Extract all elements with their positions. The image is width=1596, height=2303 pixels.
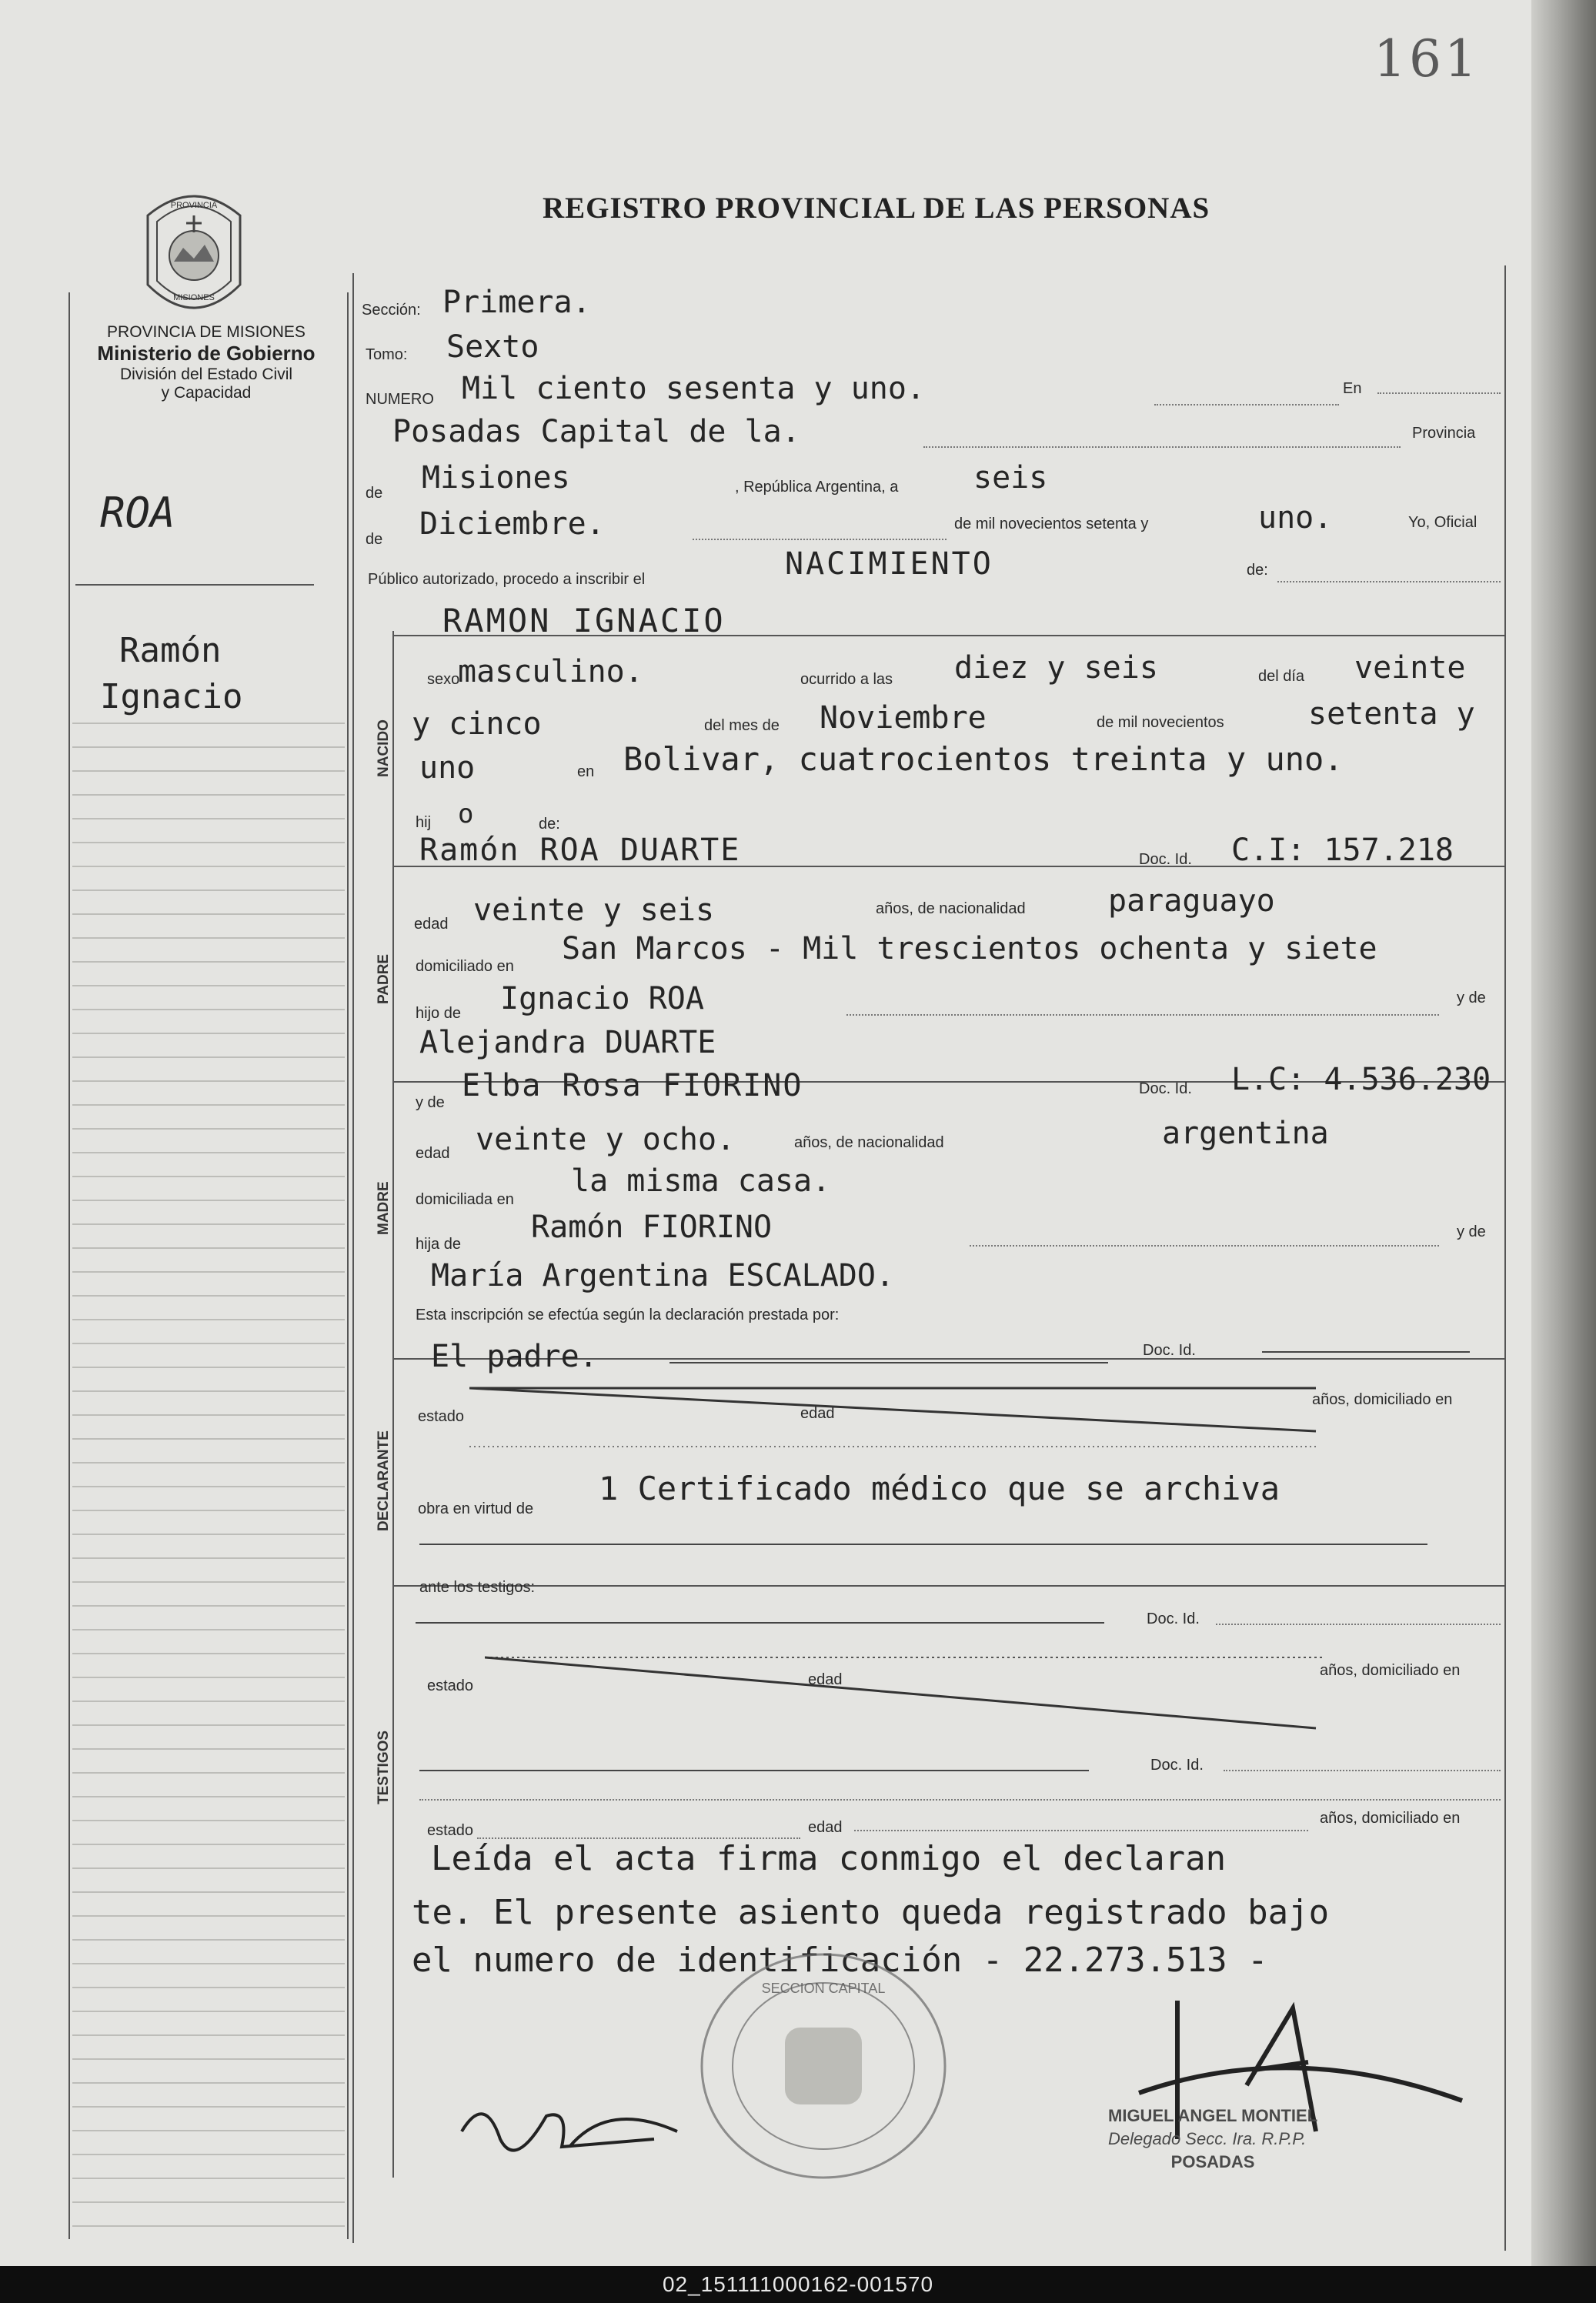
- entry-acto: NACIMIENTO: [785, 546, 993, 582]
- declarante-obra: 1 Certificado médico que se archiva: [599, 1470, 1280, 1507]
- entry-dia-acta: seis: [973, 460, 1048, 496]
- ministry-name: Ministerio de Gobierno: [97, 342, 316, 365]
- label-madre: MADRE: [376, 1181, 392, 1235]
- madre-nacionalidad-label: años, de nacionalidad: [794, 1134, 944, 1151]
- label-yo-oficial: Yo, Oficial: [1408, 514, 1477, 531]
- footer-id: 02_151111000162-001570: [662, 2272, 934, 2296]
- margin-given-name-2: Ignacio: [100, 677, 243, 716]
- nota-line-2: te. El presente asiento queda registrado bajo: [412, 1893, 1330, 1932]
- dotted-line: [846, 1014, 1439, 1016]
- madre-domicilio-label: domiciliada en: [416, 1191, 514, 1208]
- madre-edad-label: edad: [416, 1145, 450, 1162]
- label-sexo: sexo: [427, 671, 460, 688]
- madre-edad: veinte y ocho.: [476, 1122, 736, 1157]
- declarante-bottom-rule: [392, 1585, 1504, 1587]
- label-hij: hij: [416, 814, 432, 831]
- label-en-2: en: [577, 763, 595, 780]
- label-republica: , República Argentina, a: [735, 479, 899, 496]
- dotted-line: [419, 1799, 1501, 1801]
- entry-lugar: Bolivar, cuatrocientos treinta y uno.: [623, 740, 1344, 778]
- entry-hij-o: o: [458, 799, 474, 829]
- seal-top-text: PROVINCIA: [170, 201, 218, 210]
- oficial-name: MIGUEL ANGEL MONTIEL: [1108, 2106, 1318, 2125]
- padre-edad-label: edad: [414, 916, 449, 933]
- padre-doc-label: Doc. Id.: [1139, 851, 1192, 868]
- section-label-rule: [392, 631, 394, 2178]
- oficial-stamp: [1108, 2104, 1317, 2174]
- label-padre: PADRE: [376, 953, 392, 1004]
- dotted-line: [923, 446, 1401, 448]
- entry-tomo: Sexto: [446, 329, 539, 365]
- dotted-line: [970, 1245, 1439, 1247]
- margin-ruling: [68, 292, 349, 2239]
- entry-dia-nac: veinte: [1354, 650, 1466, 686]
- label-de-colon: de:: [1247, 562, 1268, 579]
- label-declarante: DECLARANTE: [376, 1430, 392, 1531]
- declarante-anos-label: años, domiciliado en: [1312, 1391, 1453, 1408]
- declarante-edad-label: edad: [800, 1405, 835, 1422]
- page-title: REGISTRO PROVINCIAL DE LAS PERSONAS: [543, 192, 1210, 225]
- seal-bottom-text: MISIONES: [173, 293, 215, 302]
- label-de-padres: de:: [539, 816, 560, 833]
- label-del-mes: del mes de: [704, 717, 780, 734]
- testigo2-anos-label: años, domiciliado en: [1320, 1810, 1461, 1827]
- label-numero: NUMERO: [366, 391, 434, 408]
- division-name: División del Estado Civil: [119, 365, 293, 383]
- dotted-line: [1154, 404, 1339, 406]
- entry-numero: Mil ciento sesenta y uno.: [462, 371, 926, 406]
- form-right-rule: [1504, 265, 1506, 2251]
- entry-dia-nac-2: y cinco: [412, 706, 542, 742]
- division-name-2: y Capacidad: [161, 384, 252, 402]
- madre-hija-de-label: hija de: [416, 1236, 461, 1253]
- label-tomo: Tomo:: [366, 346, 408, 363]
- testigo2-edad-label: edad: [808, 1819, 843, 1836]
- entry-anio-nac: setenta y: [1308, 696, 1475, 732]
- testigo1-strike-line: [485, 1654, 1324, 1747]
- label-de-mil: de mil novecientos setenta y: [954, 516, 1149, 532]
- rule-line: [669, 1362, 1108, 1363]
- margin-given-name-1: Ramón: [119, 631, 222, 670]
- nota-line-1: Leída el acta firma conmigo el declaran: [431, 1839, 1227, 1878]
- rule-line: [1262, 1351, 1470, 1353]
- entry-mes-acta: Diciembre.: [419, 506, 605, 542]
- entry-provincia: Misiones: [422, 460, 570, 496]
- label-ocurrido: ocurrido a las: [800, 671, 893, 688]
- declarante-doc-label: Doc. Id.: [1143, 1342, 1196, 1359]
- rule-line: [419, 1770, 1089, 1771]
- padre-domicilio-label: domiciliado en: [416, 958, 514, 975]
- declarante-estado-label: estado: [418, 1408, 465, 1425]
- padre-edad: veinte y seis: [473, 893, 715, 928]
- label-obra: obra en virtud de: [418, 1500, 534, 1517]
- madre-y-de-label-2: y de: [1457, 1223, 1486, 1240]
- padre-y-de-label: y de: [1457, 990, 1486, 1006]
- testigo1-doc-label: Doc. Id.: [1147, 1610, 1200, 1627]
- label-ante-testigos: ante los testigos:: [419, 1579, 536, 1596]
- dotted-line: [693, 539, 947, 540]
- entry-mes-nac: Noviembre: [820, 700, 987, 736]
- province-name: PROVINCIA DE MISIONES: [107, 323, 306, 341]
- label-en: En: [1343, 380, 1362, 397]
- padre-nacionalidad-label: años, de nacionalidad: [876, 900, 1026, 917]
- madre-doc-label: Doc. Id.: [1139, 1080, 1192, 1097]
- dotted-line: [1216, 1624, 1501, 1625]
- margin-surname: ROA: [100, 489, 175, 537]
- label-testigos: TESTIGOS: [376, 1730, 392, 1804]
- madre-domicilio: la misma casa.: [571, 1163, 831, 1199]
- stamp-center-text: SECCION CAPITAL: [761, 1981, 886, 1996]
- madre-nacionalidad: argentina: [1162, 1116, 1329, 1151]
- declarante-nombre: El padre.: [431, 1339, 598, 1374]
- dotted-line: [1377, 392, 1501, 394]
- oficial-city: POSADAS: [1170, 2152, 1255, 2171]
- declarante-strike-line: [469, 1385, 1324, 1454]
- label-nacido: NACIDO: [376, 719, 392, 777]
- rule-line: [419, 1544, 1427, 1545]
- madre-doc: L.C: 4.536.230: [1231, 1062, 1491, 1097]
- nota-line-3: el numero de identificación - 22.273.513 -: [412, 1941, 1268, 1980]
- label-publico: Público autorizado, procedo a inscribir el: [368, 571, 646, 588]
- binder-edge: [1531, 0, 1596, 2266]
- label-provincia: Provincia: [1412, 425, 1476, 442]
- padre-madre-de: Alejandra DUARTE: [419, 1025, 716, 1060]
- label-de-2: de: [366, 531, 383, 548]
- testigo1-edad-label: edad: [808, 1671, 843, 1688]
- footer-bar: [0, 2266, 1596, 2303]
- rule-line: [416, 1622, 1104, 1624]
- folio-number: 161: [1374, 29, 1480, 88]
- padre-hijo-de: Ignacio ROA: [500, 981, 704, 1016]
- form-left-rule: [352, 273, 354, 2243]
- madre-madre-de: María Argentina ESCALADO.: [431, 1258, 895, 1293]
- dotted-line: [1224, 1770, 1501, 1771]
- official-round-stamp: [693, 1947, 954, 2185]
- entry-anio-acta: uno.: [1258, 500, 1333, 536]
- declarante-signature: [454, 2085, 685, 2178]
- padre-nacionalidad: paraguayo: [1108, 883, 1275, 919]
- testigo2-estado-label: estado: [427, 1822, 474, 1839]
- dotted-line: [854, 1830, 1308, 1831]
- label-de-mil-nov: de mil novecientos: [1097, 714, 1224, 731]
- entry-nombre: RAMON IGNACIO: [442, 602, 726, 639]
- testigo1-estado-label: estado: [427, 1677, 474, 1694]
- padre-domicilio: San Marcos - Mil trescientos ochenta y siete: [562, 931, 1377, 966]
- entry-seccion: Primera.: [442, 285, 591, 320]
- testigo2-doc-label: Doc. Id.: [1150, 1757, 1204, 1774]
- dotted-line: [1277, 581, 1501, 582]
- entry-hora: diez y seis: [954, 650, 1158, 686]
- label-del-dia: del día: [1258, 668, 1305, 685]
- entry-sexo: masculino.: [458, 654, 643, 689]
- padre-doc: C.I: 157.218: [1231, 833, 1454, 868]
- padre-hijo-de-label: hijo de: [416, 1005, 461, 1022]
- label-seccion: Sección:: [362, 302, 421, 319]
- madre-y-de-label: y de: [416, 1094, 445, 1111]
- entry-ciudad: Posadas Capital de la.: [392, 414, 800, 449]
- label-esta-inscripcion: Esta inscripción se efectúa según la declaración prestada por:: [416, 1307, 840, 1323]
- madre-hija-de: Ramón FIORINO: [531, 1210, 773, 1245]
- padre-nombre: Ramón ROA DUARTE: [419, 833, 741, 868]
- madre-nombre: Elba Rosa FIORINO: [462, 1068, 803, 1103]
- oficial-title: Delegado Secc. Ira. R.P.P.: [1108, 2129, 1307, 2148]
- label-de: de: [366, 485, 383, 502]
- testigo1-anos-label: años, domiciliado en: [1320, 1662, 1461, 1679]
- entry-anio-nac-2: uno: [419, 750, 476, 786]
